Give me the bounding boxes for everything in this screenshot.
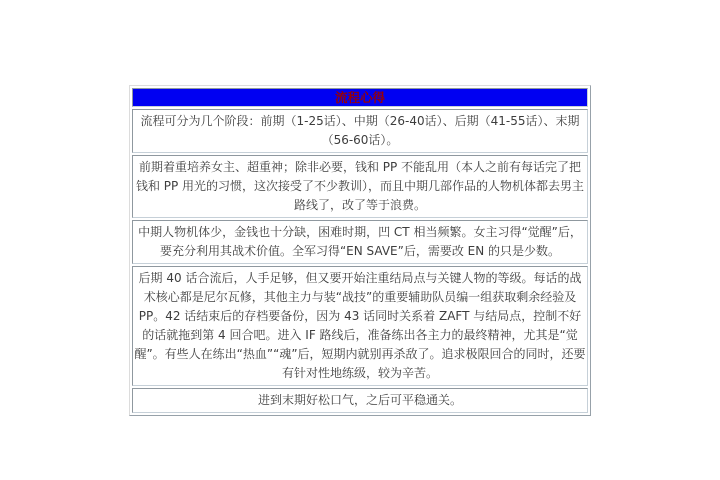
guide-row-final-stage: 进到末期好松口气，之后可平稳通关。 (132, 388, 588, 413)
table-header (132, 88, 588, 107)
guide-row-late-stage: 后期 40 话合流后，人手足够，但又要开始注重结局点与关键人物的等级。每话的战术核心都是尼尔瓦修，其他主力与装“战技”的重要辅助队员编一组获取剩余经验及 PP。42 话结束后的存档要备份，因为 43 话同时关系着 ZAFT 与结局点，控制不好的话就拖到第 4 回合吧。进入 IF 路线后，准备练出各主力的最终精神，尤其是“觉醒”。有些人在练出“热血”“魂”后，短期内就别再杀敌了。追求极限回合的同时，还要有针对性地练级，较为辛苦。 (132, 266, 588, 386)
table-header-row (132, 88, 588, 107)
guide-table (129, 85, 591, 416)
guide-row-overview: 流程可分为几个阶段：前期（1-25话）、中期（26-40话）、后期（41-55话）、末期（56-60话）。 (132, 109, 588, 153)
table-row (132, 155, 588, 218)
guide-table-body (132, 88, 588, 413)
guide-row-mid-stage: 中期人物机体少，金钱也十分缺，困难时期，凹 CT 相当频繁。女主习得“觉醒”后，要充分利用其战术价值。全军习得“EN SAVE”后，需要改 EN 的只是少数。 (132, 220, 588, 264)
table-row (132, 388, 588, 413)
page-title: 流程心得 (334, 90, 385, 105)
table-row (132, 220, 588, 264)
table-row (132, 109, 588, 153)
guide-row-early-stage: 前期着重培养女主、超重神；除非必要，钱和 PP 不能乱用（本人之前有每话完了把钱和 PP 用光的习惯，这次接受了不少教训），而且中期几部作品的人物机体都去男主路线了，改了等于浪费。 (132, 155, 588, 218)
table-row (132, 266, 588, 386)
